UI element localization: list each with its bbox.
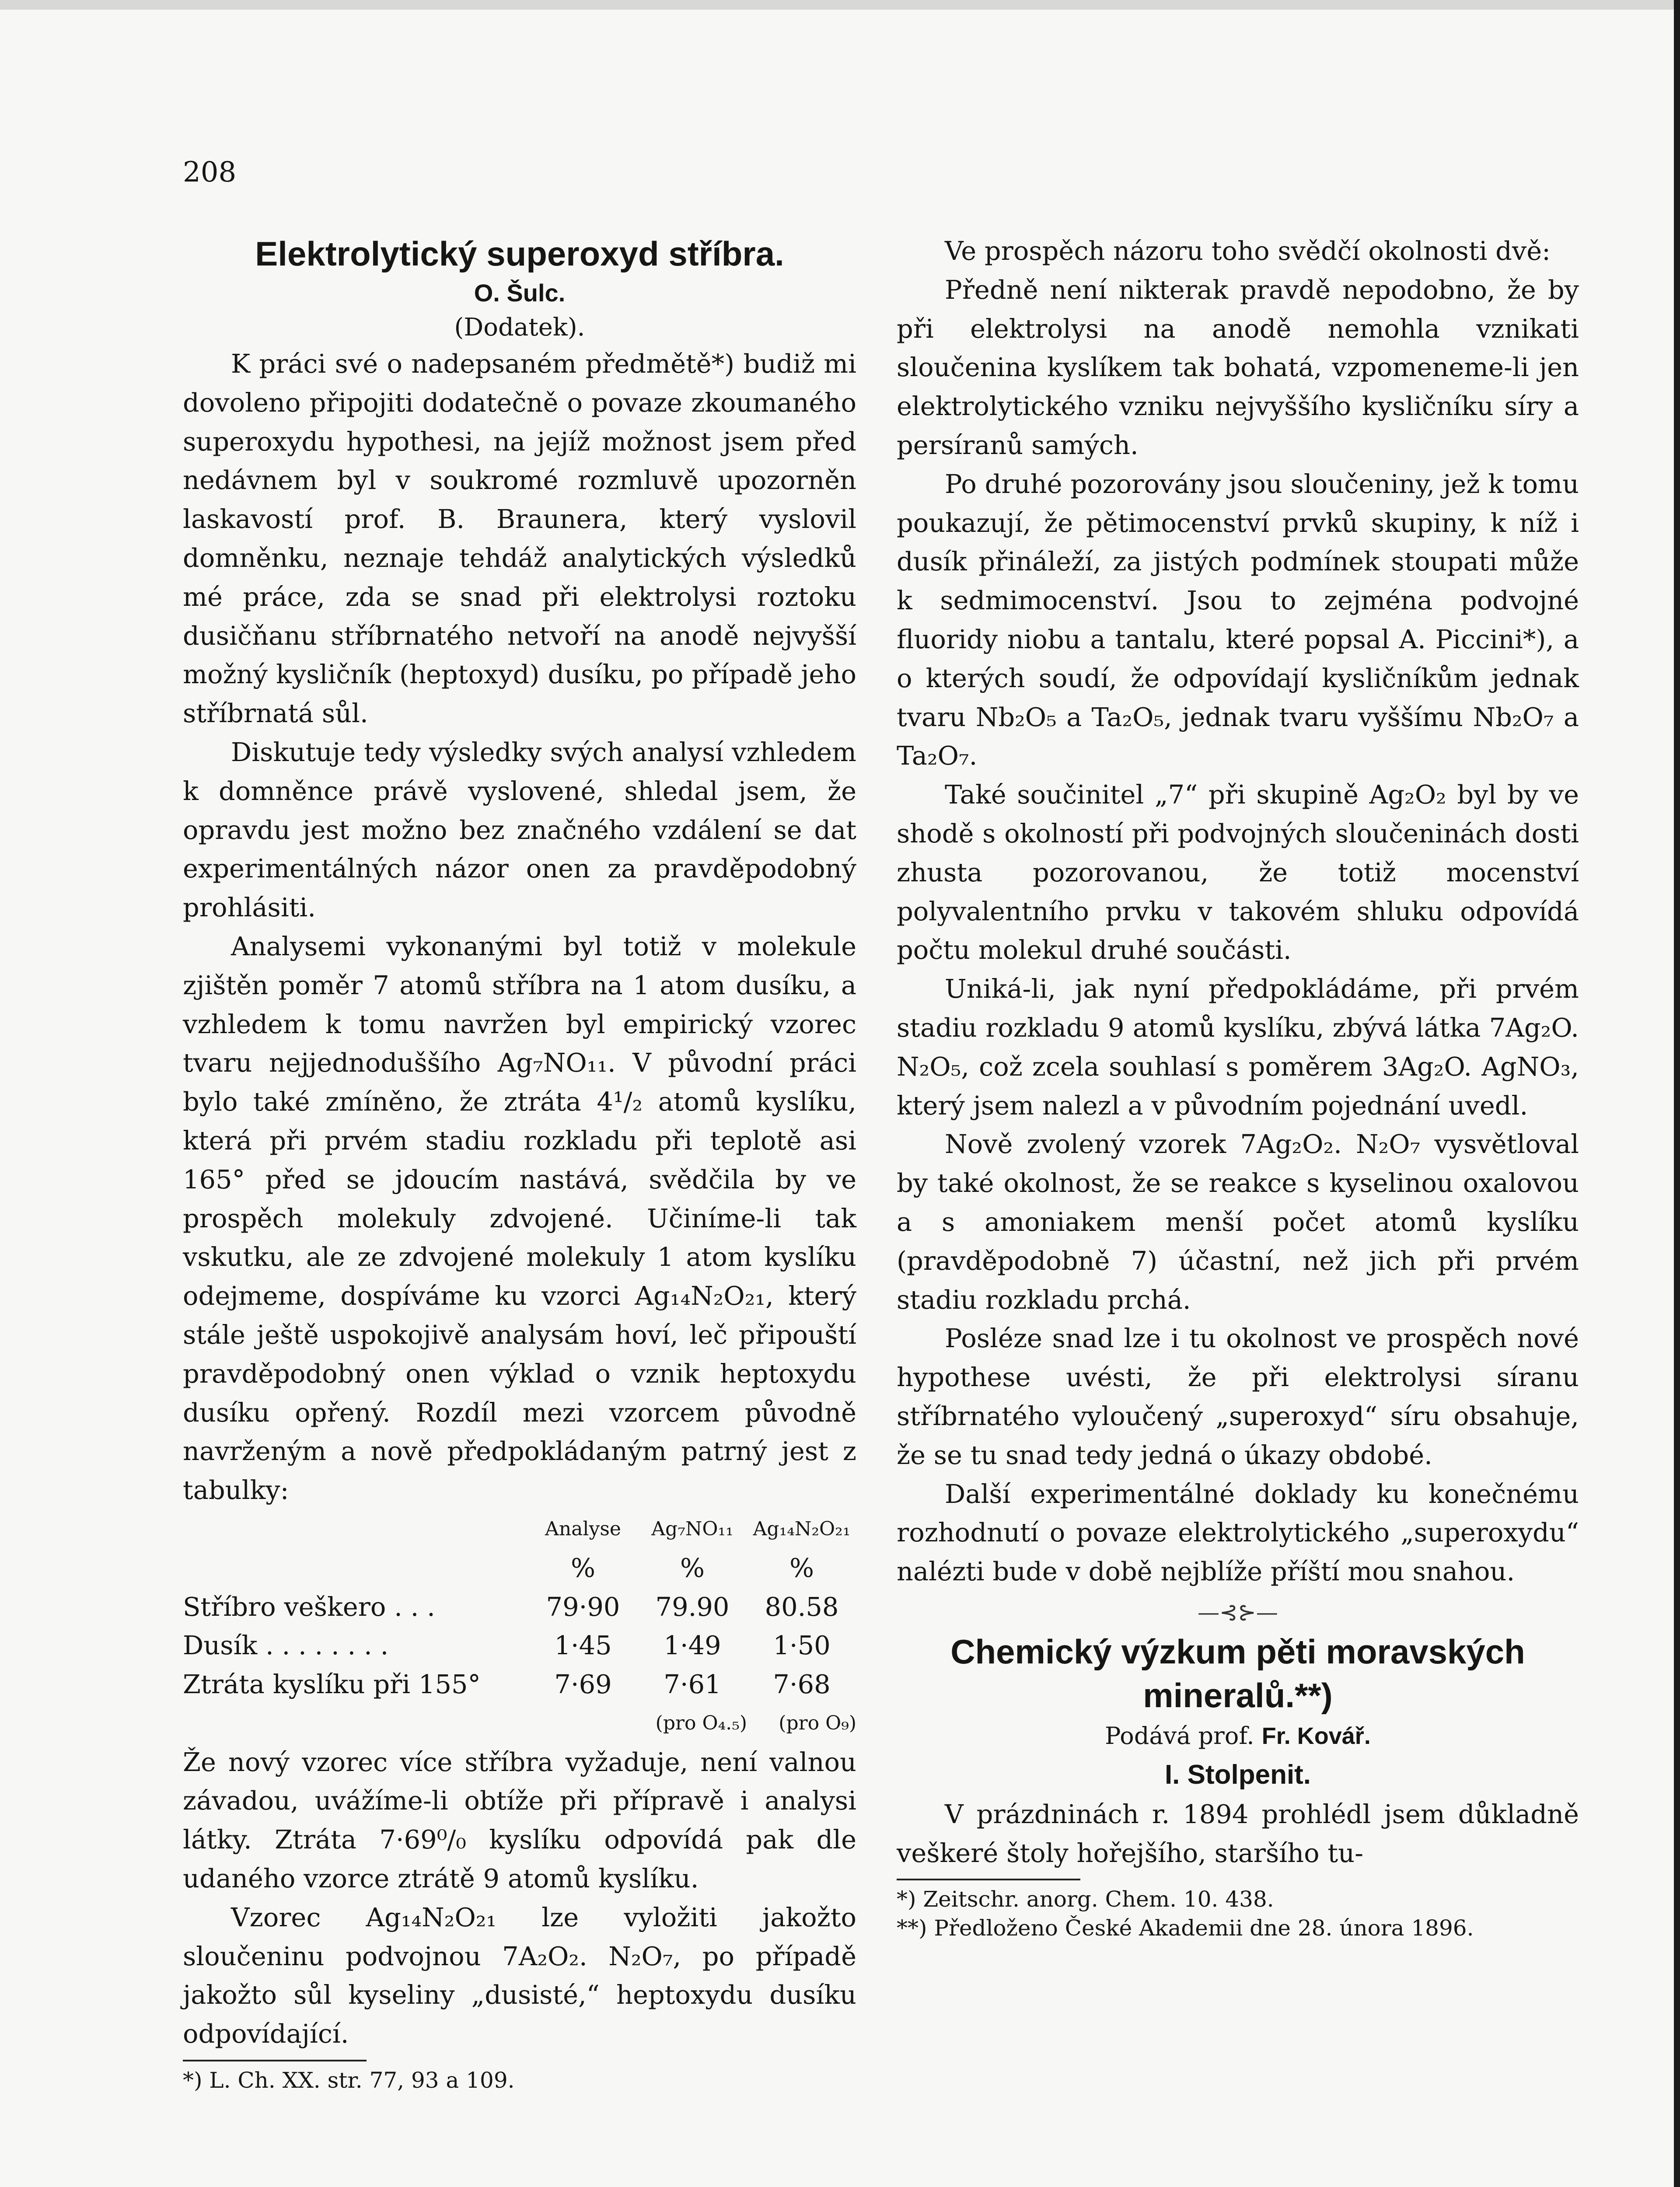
table-header-cell: Analyse xyxy=(545,1517,621,1540)
table-row xyxy=(183,1665,856,1704)
table-header-row xyxy=(183,1510,856,1549)
continued-paragraph-3: Po druhé pozorovány jsou sloučeniny, jež k tomu poukazují, že pětimocenství prvků skupiny, k níž i dusík přináleží, za jistých podmínek stoupati může k sedmimocenství. Jsou to zejména podvojné fluoridy niobu a tantalu, které popsal A. Piccini*), a o kterých soudí, že odpovídají kysličníkům jednak tvaru Nb₂O₅ a Ta₂O₅, jednak tvaru vyššímu Nb₂O₇ a Ta₂O₇. xyxy=(897,468,1579,771)
analysis-table xyxy=(183,1510,856,1743)
article2-title: Chemický výzkum pěti moravských mineralů.**) xyxy=(950,1632,1525,1715)
article1-author: O. Šulc. xyxy=(474,279,566,307)
table-cell: 7·61 xyxy=(664,1669,721,1700)
right-column xyxy=(897,232,1579,1942)
continued-paragraph-1: Ve prospěch názoru toho svědčí okolnosti dvě: xyxy=(945,236,1551,266)
table-subnote: (pro O₉) xyxy=(779,1712,856,1734)
continued-paragraph-4: Také součinitel „7“ při skupině Ag₂O₂ byl by ve shodě s okolností při podvojných sloučeninách dosti zhusta pozorovanou, že totiž mocenství polyvalentního prvku v takovém shluku odpovídá počtu molekul druhé součásti. xyxy=(897,779,1579,965)
article1-title: Elektrolytický superoxyd stříbra. xyxy=(255,234,784,273)
table-cell: 7·69 xyxy=(554,1669,612,1700)
table-row xyxy=(183,1588,856,1627)
byline-author: Fr. Kovář. xyxy=(1261,1722,1371,1749)
table-header-cell: Ag₇NO₁₁ xyxy=(651,1517,733,1540)
table-cell: 79.90 xyxy=(655,1591,730,1622)
section-divider-ornament: —⊰⊱— xyxy=(1198,1599,1278,1625)
article1-paragraph-1: K práci své o nadepsaném předmětě*) budiž mi dovoleno připojiti dodatečně o povaze zkoumaného superoxydu hypothesi, na jejíž možnost jsem před nedávnem byl v soukromé rozmluvě upozorněn laskavostí prof. B. Braunera, který vyslovil domněnku, neznaje tehdáž analytických výsledků mé práce, zda se snad při elektrolysi roztoku dusičňanu stříbrnatého netvoří na anodě nejvyšší možný kysličník (heptoxyd) dusíku, po případě jeho stříbrnatá sůl. xyxy=(183,349,856,729)
article1-paragraph-2: Diskutuje tedy výsledky svých analysí vzhledem k domněnce právě vyslovené, shledal jsem, že opravdu jest možno bez značného vzdálení se dat experimentálných názor onen za pravděpodobný prohlásiti. xyxy=(183,737,856,923)
left-column xyxy=(183,232,856,2095)
table-cell: 1·50 xyxy=(773,1630,831,1661)
page-number: 208 xyxy=(183,156,237,189)
table-cell: 1·45 xyxy=(554,1630,612,1661)
article1-note: (Dodatek). xyxy=(454,313,585,342)
article1-paragraph-4: Že nový vzorec více stříbra vyžaduje, není valnou závadou, uvážíme-li obtíže při přípravě i analysi látky. Ztráta 7·69⁰/₀ kyslíku odpovídá pak dle udaného vzorce ztrátě 9 atomů kyslíku. xyxy=(183,1747,856,1894)
scan-right-edge xyxy=(1674,0,1680,2187)
table-cell: 1·49 xyxy=(664,1630,721,1661)
continued-paragraph-7: Posléze snad lze i tu okolnost ve prospěch nové hypothese uvésti, že při elektrolysi síranu stříbrnatého vyloučený „superoxyd“ síru obsahuje, že se tu snad tedy jedná o úkazy obdobé. xyxy=(897,1323,1579,1470)
article2-footnote-1: *) Zeitschr. anorg. Chem. 10. 438. xyxy=(897,1887,1274,1912)
table-unit-cell: % xyxy=(789,1552,814,1583)
table-cell: 79·90 xyxy=(546,1591,620,1622)
table-subnote-row xyxy=(183,1704,856,1743)
article2-footnote-2: **) Předloženo České Akademii dne 28. února 1896. xyxy=(897,1915,1474,1941)
table-row xyxy=(183,1626,856,1665)
table-unit-cell: % xyxy=(680,1552,705,1583)
table-row-label: Ztráta kyslíku při 155° xyxy=(183,1669,481,1700)
continued-paragraph-8: Další experimentálné doklady ku konečnému rozhodnutí o povaze elektrolytického „superoxydu“ nalézti bude v době nejblíže příští mou snahou. xyxy=(897,1478,1579,1587)
continued-paragraph-6: Nově zvolený vzorek 7Ag₂O₂. N₂O₇ vysvětloval by také okolnost, že se reakce s kyselinou oxalovou a s amoniakem menší počet atomů kyslíku (pravděpodobně 7) účastní, než jich při prvém stadiu rozkladu prchá. xyxy=(897,1129,1579,1315)
table-row-label: Stříbro veškero . . . xyxy=(183,1591,435,1622)
table-unit-row xyxy=(183,1549,856,1588)
table-unit-cell: % xyxy=(570,1552,596,1583)
footnote-rule xyxy=(897,1879,1080,1880)
article1-footnote: *) L. Ch. XX. str. 77, 93 a 109. xyxy=(183,2068,515,2093)
article2-byline xyxy=(897,1717,1579,1755)
table-cell: 80.58 xyxy=(765,1591,839,1622)
continued-paragraph-5: Uniká-li, jak nyní předpokládáme, při prvém stadiu rozkladu 9 atomů kyslíku, zbývá látka 7Ag₂O. N₂O₅, což zcela souhlasí s poměrem 3Ag₂O. AgNO₃, který jsem nalezl a v původním pojednání uvedl. xyxy=(897,974,1579,1121)
article1-paragraph-5: Vzorec Ag₁₄N₂O₂₁ lze vyložiti jakožto sloučeninu podvojnou 7A₂O₂. N₂O₇, po případě jakožto sůl kyseliny „dusisté,“ heptoxydu dusíku odpovídající. xyxy=(183,1902,856,2049)
table-header-cell: Ag₁₄N₂O₂₁ xyxy=(753,1517,851,1540)
byline-prefix: Podává prof. xyxy=(1105,1722,1254,1750)
article2-section-heading: I. Stolpenit. xyxy=(1164,1759,1311,1790)
article2-paragraph-1: V prázdninách r. 1894 prohlédl jsem důkladně veškeré štoly hořejšího, staršího tu- xyxy=(897,1799,1579,1868)
footnote-rule xyxy=(183,2060,367,2061)
scan-top-edge xyxy=(0,0,1680,10)
table-subnote: (pro O₄.₅) xyxy=(655,1712,747,1734)
article1-paragraph-3: Analysemi vykonanými byl totiž v molekule zjištěn poměr 7 atomů stříbra na 1 atom dusíku, a vzhledem k tomu navržen byl empirický vzorec tvaru nejjednoduššího Ag₇NO₁₁. V původní práci bylo také zmíněno, že ztráta 4¹/₂ atomů kyslíku, která při prvém stadiu rozkladu při teplotě asi 165° před se jdoucím nastává, svědčila by ve prospěch molekuly zdvojené. Učiníme-li tak vskutku, ale ze zdvojené molekuly 1 atom kyslíku odejmeme, dospíváme ku vzorci Ag₁₄N₂O₂₁, který stále ještě uspokojivě analysám hoví, leč připouští pravděpodobný onen výklad o vznik heptoxydu dusíku opřený. Rozdíl mezi vzorcem původně navrženým a nově předpokládaným patrný jest z tabulky: xyxy=(183,931,856,1506)
table-row-label: Dusík . . . . . . . . xyxy=(183,1630,389,1661)
continued-paragraph-2: Předně není nikterak pravdě nepodobno, že by při elektrolysi na anodě nemohla vznikati sloučenina kyslíkem tak bohatá, vzpomeneme-li jen elektrolytického vzniku nejvyššího kysličníku síry a persíranů samých. xyxy=(897,274,1579,460)
table-cell: 7·68 xyxy=(773,1669,831,1700)
